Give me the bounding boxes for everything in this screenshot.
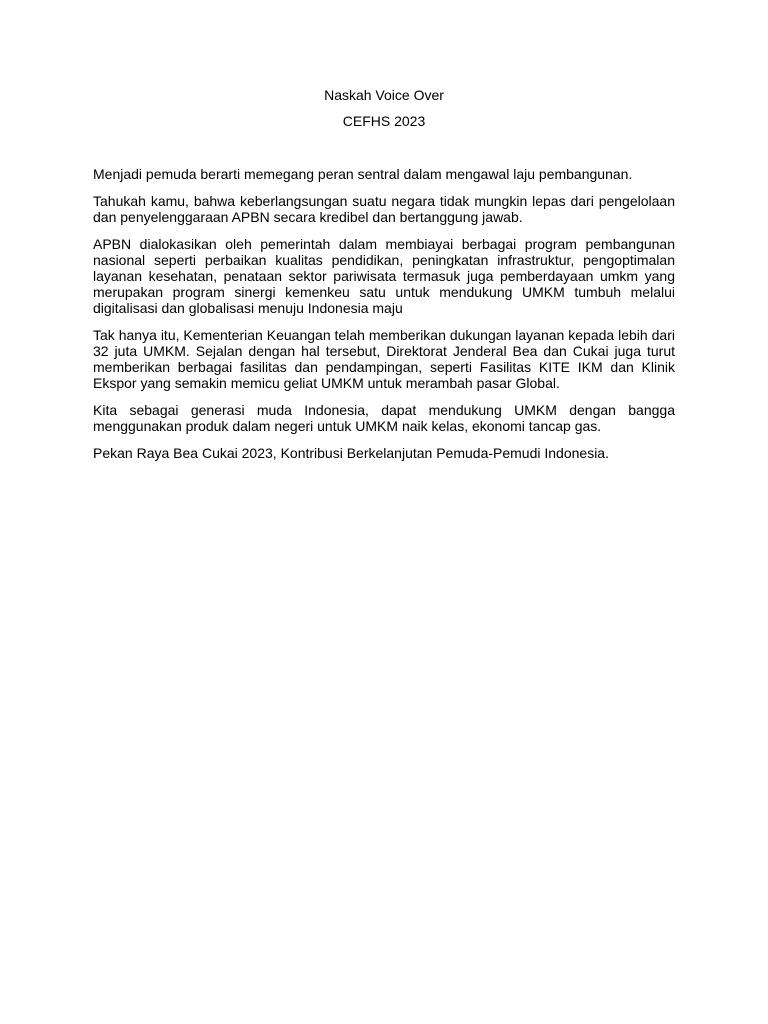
paragraph-3: APBN dialokasikan oleh pemerintah dalam membiayai berbagai program pembangunan nasional seperti perbaikan kualitas pendidikan, peningkatan infrastruktur, pengoptimalan layanan kesehatan, penataan sektor pariwisata termasuk juga pemberdayaan umkm yang merupakan program sinergi kemenkeu satu untuk mendukung UMKM tumbuh melalui digitalisasi dan globalisasi menuju Indonesia maju (93, 236, 675, 316)
document-title: Naskah Voice Over (324, 87, 444, 103)
paragraph-2: Tahukah kamu, bahwa keberlangsungan suatu negara tidak mungkin lepas dari pengelolaan dan penyelenggaraan APBN secara kredibel dan bertanggung jawab. (93, 193, 675, 225)
paragraph-1: Menjadi pemuda berarti memegang peran sentral dalam mengawal laju pembangunan. (93, 166, 633, 182)
document-body (93, 166, 675, 461)
document-page (93, 86, 675, 472)
document-subtitle: CEFHS 2023 (342, 113, 426, 129)
paragraph-6: Pekan Raya Bea Cukai 2023, Kontribusi Berkelanjutan Pemuda-Pemudi Indonesia. (93, 445, 609, 461)
paragraph-5: Kita sebagai generasi muda Indonesia, dapat mendukung UMKM dengan bangga menggunakan produk dalam negeri untuk UMKM naik kelas, ekonomi tancap gas. (93, 402, 675, 434)
paragraph-4: Tak hanya itu, Kementerian Keuangan telah memberikan dukungan layanan kepada lebih dari 32 juta UMKM. Sejalan dengan hal tersebut, Direktorat Jenderal Bea dan Cukai juga turut memberikan berbagai fasilitas dan pendampingan, seperti Fasilitas KITE IKM dan Klinik Ekspor yang semakin memicu geliat UMKM untuk merambah pasar Global. (93, 327, 675, 391)
